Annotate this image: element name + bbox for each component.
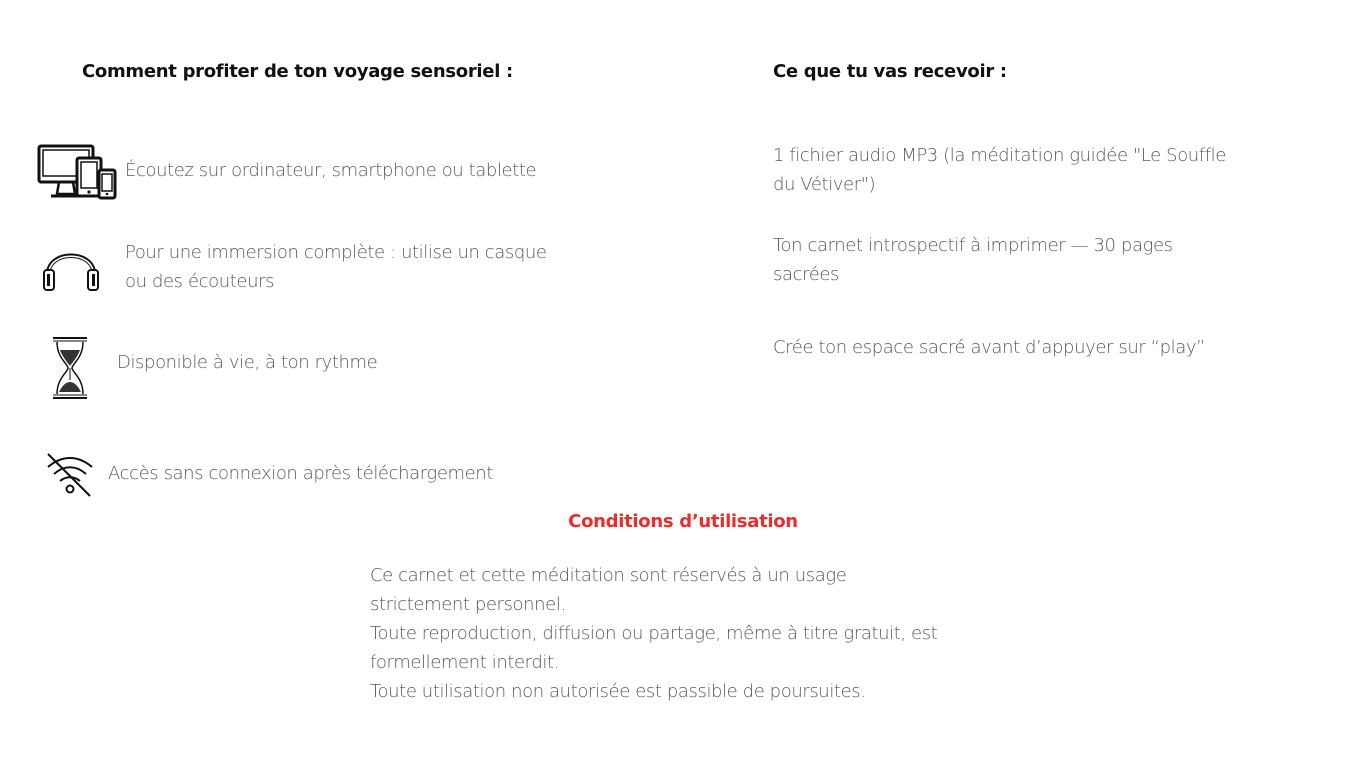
right-heading: Ce que tu vas recevoir : — [773, 61, 1007, 82]
wifi-off-icon — [44, 451, 96, 499]
devices-icon — [37, 144, 117, 200]
conditions-title: Conditions d’utilisation — [568, 511, 798, 532]
left-item-1-text: Écoutez sur ordinateur, smartphone ou tablette — [125, 160, 537, 181]
left-item-4-text: Accès sans connexion après téléchargement — [108, 463, 493, 484]
left-heading: Comment profiter de ton voyage sensoriel : — [82, 61, 513, 82]
conditions-line-2: Toute reproduction, diffusion ou partage, même à titre gratuit, est formellement interdit. — [370, 623, 938, 673]
left-item-3-text: Disponible à vie, à ton rythme — [117, 352, 378, 373]
left-item-2-text: Pour une immersion complète : utilise un casque ou des écouteurs — [125, 242, 547, 292]
right-item-2-text: Ton carnet introspectif à imprimer — 30 pages sacrées — [773, 235, 1173, 285]
conditions-line-3: Toute utilisation non autorisée est passible de poursuites. — [370, 681, 866, 702]
hourglass-icon — [51, 336, 89, 400]
right-item-1-text: 1 fichier audio MP3 (la méditation guidée "Le Souffle du Vétiver") — [773, 145, 1226, 195]
conditions-body — [370, 561, 1010, 706]
conditions-line-1: Ce carnet et cette méditation sont réservés à un usage strictement personnel. — [370, 565, 847, 615]
right-item-3-text: Crée ton espace sacré avant d’appuyer sur “play” — [773, 337, 1206, 358]
headphones-icon — [41, 240, 101, 294]
